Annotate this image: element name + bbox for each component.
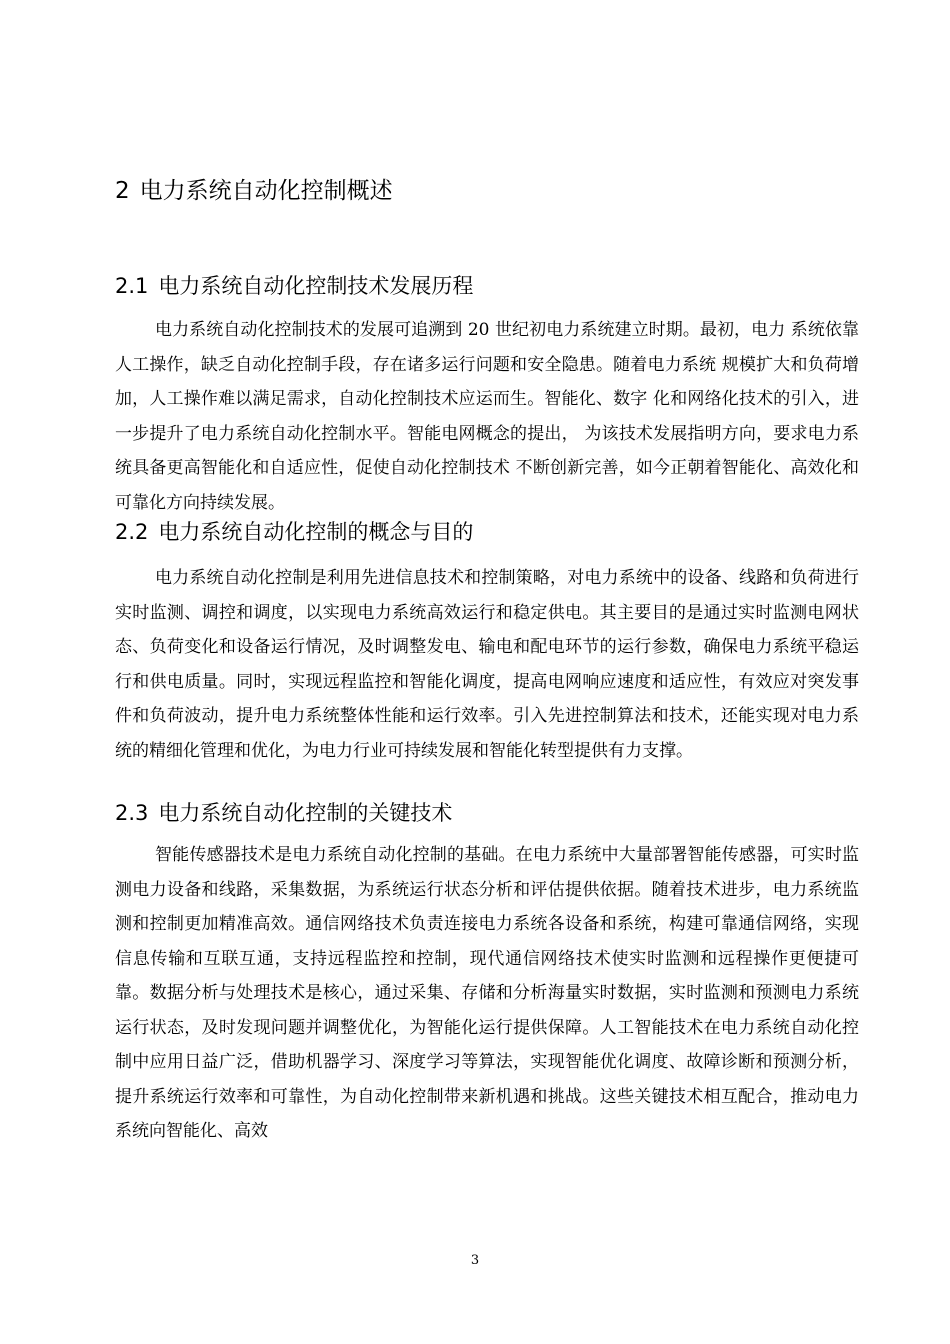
section-heading-2-3 [115,799,452,827]
section-title: 电力系统自动化控制的关键技术 [158,801,453,825]
section-heading-2-2 [115,518,473,546]
section-paragraph-2-2: 电力系统自动化控制是利用先进信息技术和控制策略，对电力系统中的设备、线路和负荷进行实时监测、调控和调度，以实现电力系统高效运行和稳定供电。其主要目的是通过实时监测电网状态、负荷变化和设备运行情况，及时调整发电、输电和配电环节的运行参数，确保电力系统平稳运行和供电质量。同时，实现远程监控和智能化调度，提高电网响应速度和适应性，有效应对突发事件和负荷波动，提升电力系统整体性能和运行效率。引入先进控制算法和技术，还能实现对电力系统的精细化管理和优化，为电力行业可持续发展和智能化转型提供有力支撑。 [115,568,859,761]
section-number: 2.1 [115,274,149,298]
section-paragraph-2-1: 电力系统自动化控制技术的发展可追溯到 20 世纪初电力系统建立时期。最初，电力 系统依靠人工操作，缺乏自动化控制手段，存在诸多运行问题和安全隐患。随着电力系统 规模扩大和负荷增加，人工操作难以满足需求，自动化控制技术应运而生。智能化、数字 化和网络化技术的引入，进一步提升了电力系统自动化控制水平。智能电网概念的提出， 为该技术发展指明方向，要求电力系统具备更高智能化和自适应性，促使自动化控制技术 不断创新完善，如今正朝着智能化、高效化和可靠化方向持续发展。 [115,320,859,513]
chapter-title: 电力系统自动化控制概述 [139,178,393,204]
chapter-number: 2 [115,178,130,204]
section-paragraph-2-3: 智能传感器技术是电力系统自动化控制的基础。在电力系统中大量部署智能传感器，可实时监测电力设备和线路，采集数据，为系统运行状态分析和评估提供依据。随着技术进步，电力系统监测和控制更加精准高效。通信网络技术负责连接电力系统各设备和系统，构建可靠通信网络，实现信息传输和互联互通，支持远程监控和控制，现代通信网络技术使实时监测和远程操作更便捷可靠。数据分析与处理技术是核心，通过采集、存储和分析海量实时数据，实时监测和预测电力系统运行状态，及时发现问题并调整优化，为智能化运行提供保障。人工智能技术在电力系统自动化控制中应用日益广泛，借助机器学习、深度学习等算法，实现智能优化调度、故障诊断和预测分析，提升系统运行效率和可靠性，为自动化控制带来新机遇和挑战。这些关键技术相互配合，推动电力系统向智能化、高效 [115,845,859,1141]
section-heading-2-1 [115,272,473,300]
section-title: 电力系统自动化控制的概念与目的 [158,520,474,544]
section-title: 电力系统自动化控制技术发展历程 [158,274,474,298]
section-number: 2.2 [115,520,149,544]
page-number: 3 [470,1253,480,1268]
section-number: 2.3 [115,801,149,825]
chapter-heading [115,176,393,206]
